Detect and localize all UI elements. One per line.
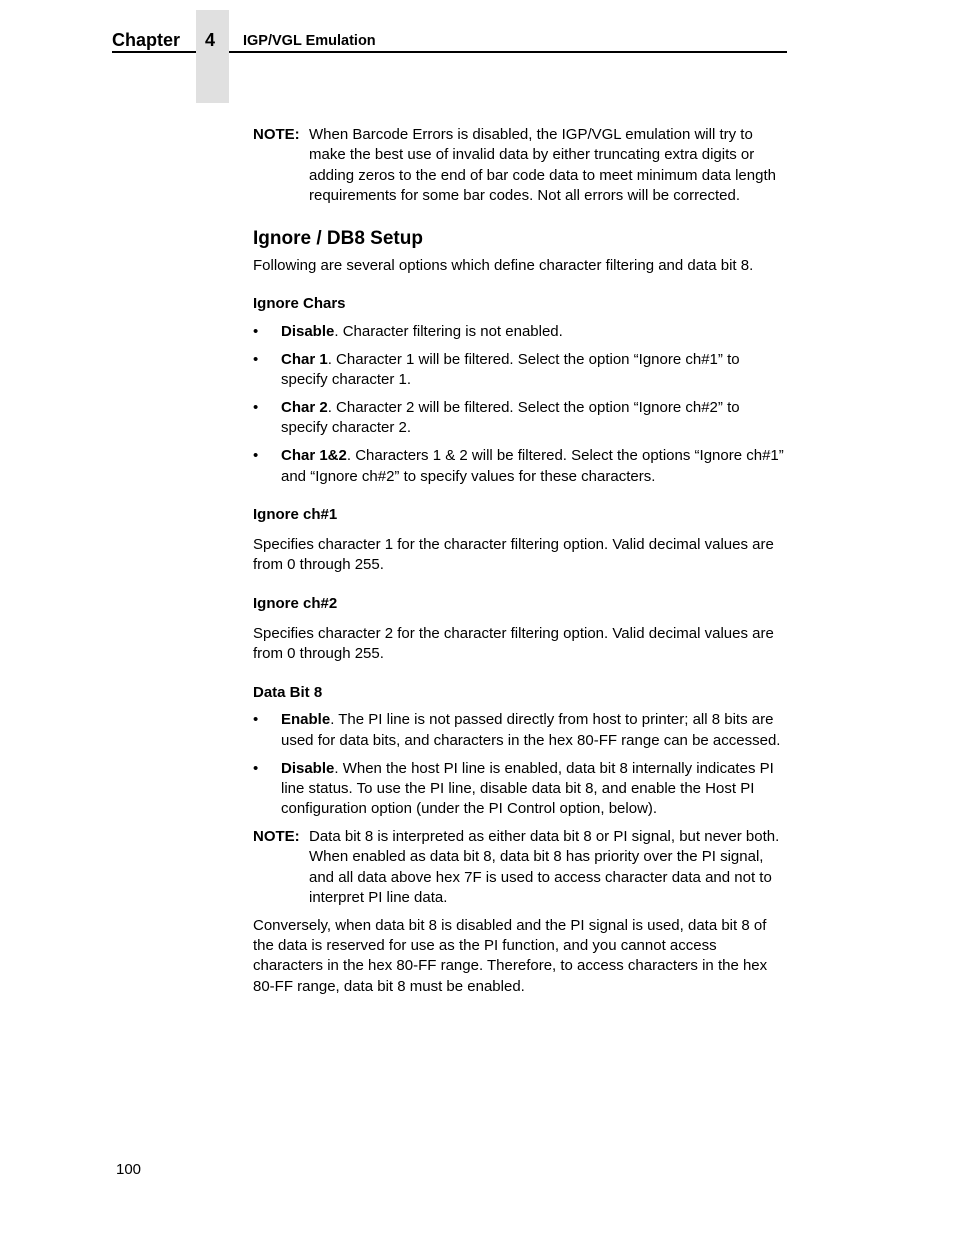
option-description: . Character 2 will be filtered. Select the option “Ignore ch#2” to specify character 2. (281, 399, 740, 437)
ignore-ch2-text: Specifies character 2 for the character filtering option. Valid decimal values are from 0 through 255. (253, 625, 774, 663)
list-item (253, 710, 788, 751)
chapter-label: Chapter (112, 30, 181, 50)
option-term: Disable (281, 323, 335, 341)
page-number: 100 (116, 1161, 142, 1178)
option-description: . Character filtering is not enabled. (334, 323, 563, 341)
option-term: Char 1 (281, 351, 328, 369)
ignore-ch1-text: Specifies character 1 for the character filtering option. Valid decimal values are from 0 through 255. (253, 536, 774, 574)
option-term: Char 1&2 (281, 447, 347, 465)
note-text: Data bit 8 is interpreted as either data bit 8 or PI signal, but never both. When enabled as data bit 8, data bit 8 has priority over the PI signal, and all data above hex 7F is used to access character data and not to interpret PI line data. (309, 827, 780, 906)
bullet-icon: • (253, 351, 259, 369)
list-item (253, 398, 788, 439)
list-item (253, 350, 788, 391)
option-term: Char 2 (281, 399, 328, 417)
bullet-icon: • (253, 323, 259, 341)
chapter-tab (196, 10, 229, 103)
option-term: Disable (281, 759, 335, 777)
option-description: . The PI line is not passed directly from host to printer; all 8 bits are used for data bits, and characters in the hex 80-FF range can be accessed. (281, 711, 781, 749)
conversely-paragraph: Conversely, when data bit 8 is disabled and the PI signal is used, data bit 8 of the data is reserved for use as the PI function, and you cannot access characters in the hex 80-FF range. Therefore, to access characters in the hex 80-FF range, data bit 8 must be enabled. (253, 916, 768, 995)
option-description: . Character 1 will be filtered. Select the option “Ignore ch#1” to specify character 1. (281, 351, 740, 389)
list-item (253, 322, 788, 342)
note-label: NOTE: (253, 126, 300, 143)
header-rule-right (229, 51, 787, 53)
section-title: Ignore / DB8 Setup (253, 228, 423, 250)
ignore-ch1-heading: Ignore ch#1 (253, 505, 338, 523)
page-content (253, 125, 788, 997)
option-description: . When the host PI line is enabled, data bit 8 internally indicates PI line status. To use the PI line, disable data bit 8, and enable the Host PI configuration option (under the PI Control option, below). (281, 759, 774, 818)
note-data-bit-8 (253, 827, 788, 908)
option-description: . Characters 1 & 2 will be filtered. Select the options “Ignore ch#1” and “Ignore ch#2” to specify values for these characters. (281, 447, 784, 485)
data-bit-8-heading: Data Bit 8 (253, 683, 323, 701)
bullet-icon: • (253, 711, 259, 729)
list-item (253, 759, 788, 820)
list-item (253, 446, 788, 487)
bullet-icon: • (253, 759, 259, 777)
bullet-icon: • (253, 447, 259, 465)
ignore-ch2-heading: Ignore ch#2 (253, 594, 338, 612)
chapter-number: 4 (205, 30, 216, 50)
note-barcode-errors (253, 125, 788, 206)
option-term: Enable (281, 711, 331, 729)
ignore-chars-list (253, 322, 788, 487)
chapter-title: IGP/VGL Emulation (243, 33, 376, 49)
bullet-icon: • (253, 399, 259, 417)
header-rule-left (112, 51, 196, 53)
ignore-chars-heading: Ignore Chars (253, 295, 346, 313)
data-bit-8-list (253, 710, 788, 819)
section-intro: Following are several options which define character filtering and data bit 8. (253, 257, 754, 275)
note-text: When Barcode Errors is disabled, the IGP/VGL emulation will try to make the best use of invalid data by either truncating extra digits or adding zeros to the end of bar code data to meet minimum data length requirements for some bar codes. Not all errors will be corrected. (309, 126, 776, 204)
note-label: NOTE: (253, 827, 300, 845)
